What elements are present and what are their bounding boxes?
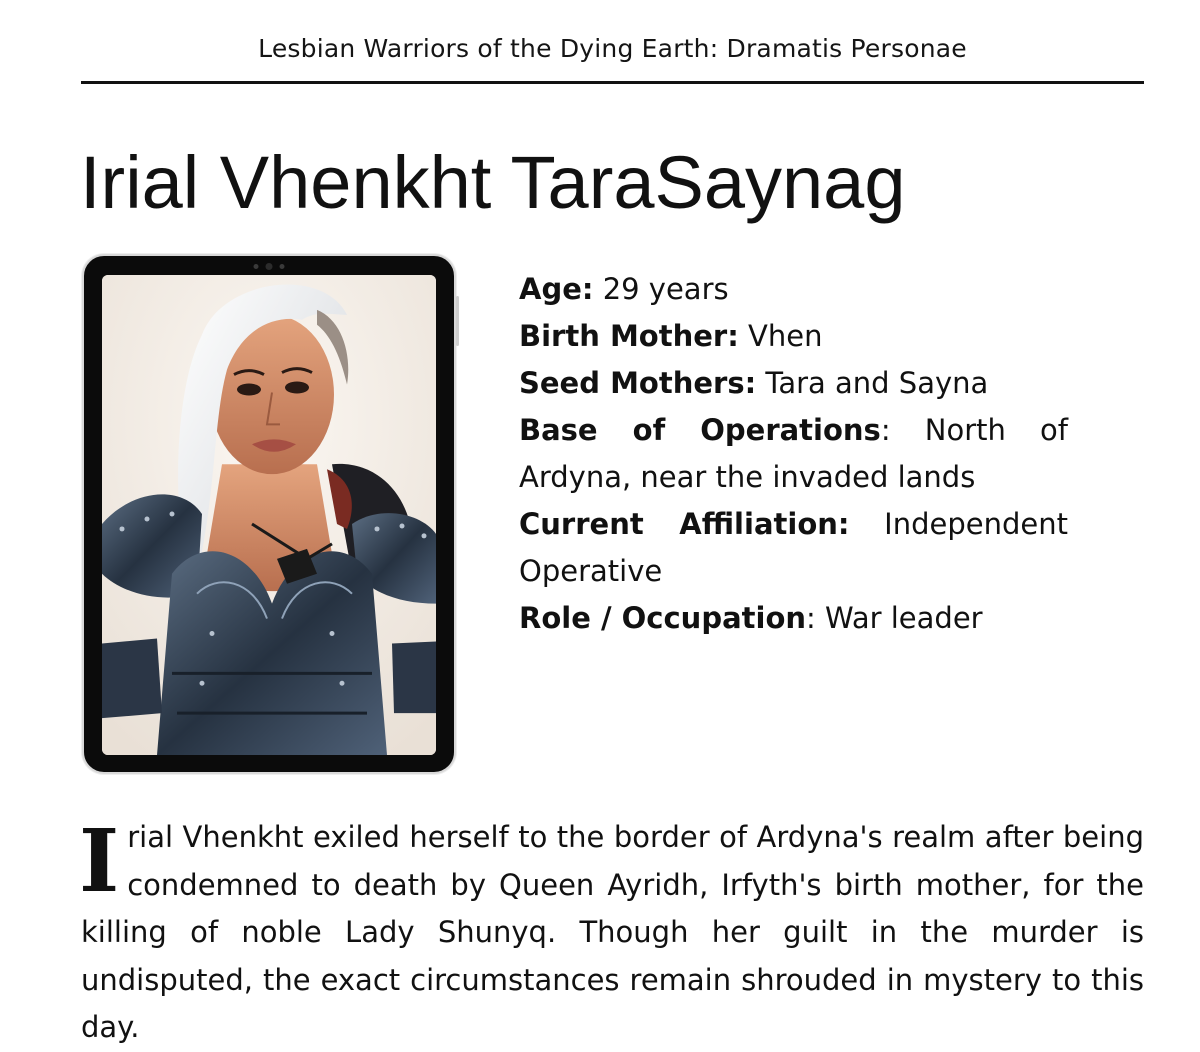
info-seed-mothers-label: Seed Mothers:	[519, 366, 757, 400]
warrior-portrait-image	[102, 275, 436, 755]
info-birth-mother	[519, 313, 1068, 360]
info-seed-mothers-value: Tara and Sayna	[765, 366, 989, 400]
info-affiliation-value: Independent Operative	[519, 507, 1068, 588]
tablet-camera-icon	[254, 263, 285, 270]
info-birth-mother-value: Vhen	[748, 319, 823, 353]
info-role-value: : War leader	[806, 601, 983, 635]
info-affiliation	[519, 501, 1068, 595]
info-base-value: : North of Ardyna, near the invaded lands	[519, 413, 1068, 494]
info-age-label: Age:	[519, 272, 594, 306]
character-name: Irial Vhenkht TaraSaynag	[80, 141, 906, 224]
info-seed-mothers	[519, 360, 1068, 407]
portrait-screen	[102, 275, 436, 755]
info-role-label: Role / Occupation	[519, 601, 807, 635]
character-info	[519, 266, 1068, 642]
drop-cap: I	[79, 811, 120, 912]
info-age-value: 29 years	[602, 272, 729, 306]
info-affiliation-label: Current Affiliation:	[519, 507, 850, 541]
tablet-side-button	[456, 296, 459, 346]
character-portrait	[82, 254, 456, 774]
biography-paragraph: rial Vhenkht exiled herself to the border of Ardyna's realm after being condemned to death by Queen Ayridh, Irfyth's birth mother, for the killing of noble Lady Shunyq. Though her guilt in the murder is undisputed, the exact circumstances remain shrouded in mystery to this day.	[81, 820, 1144, 1044]
info-age	[519, 266, 1068, 313]
info-birth-mother-label: Birth Mother:	[519, 319, 739, 353]
header-title: Lesbian Warriors of the Dying Earth: Dramatis Personae	[258, 34, 967, 63]
character-biography	[79, 811, 1144, 1052]
info-role	[519, 595, 1068, 642]
page-header	[81, 0, 1144, 84]
info-base-label: Base of Operations	[519, 413, 881, 447]
info-base-of-operations	[519, 407, 1068, 501]
